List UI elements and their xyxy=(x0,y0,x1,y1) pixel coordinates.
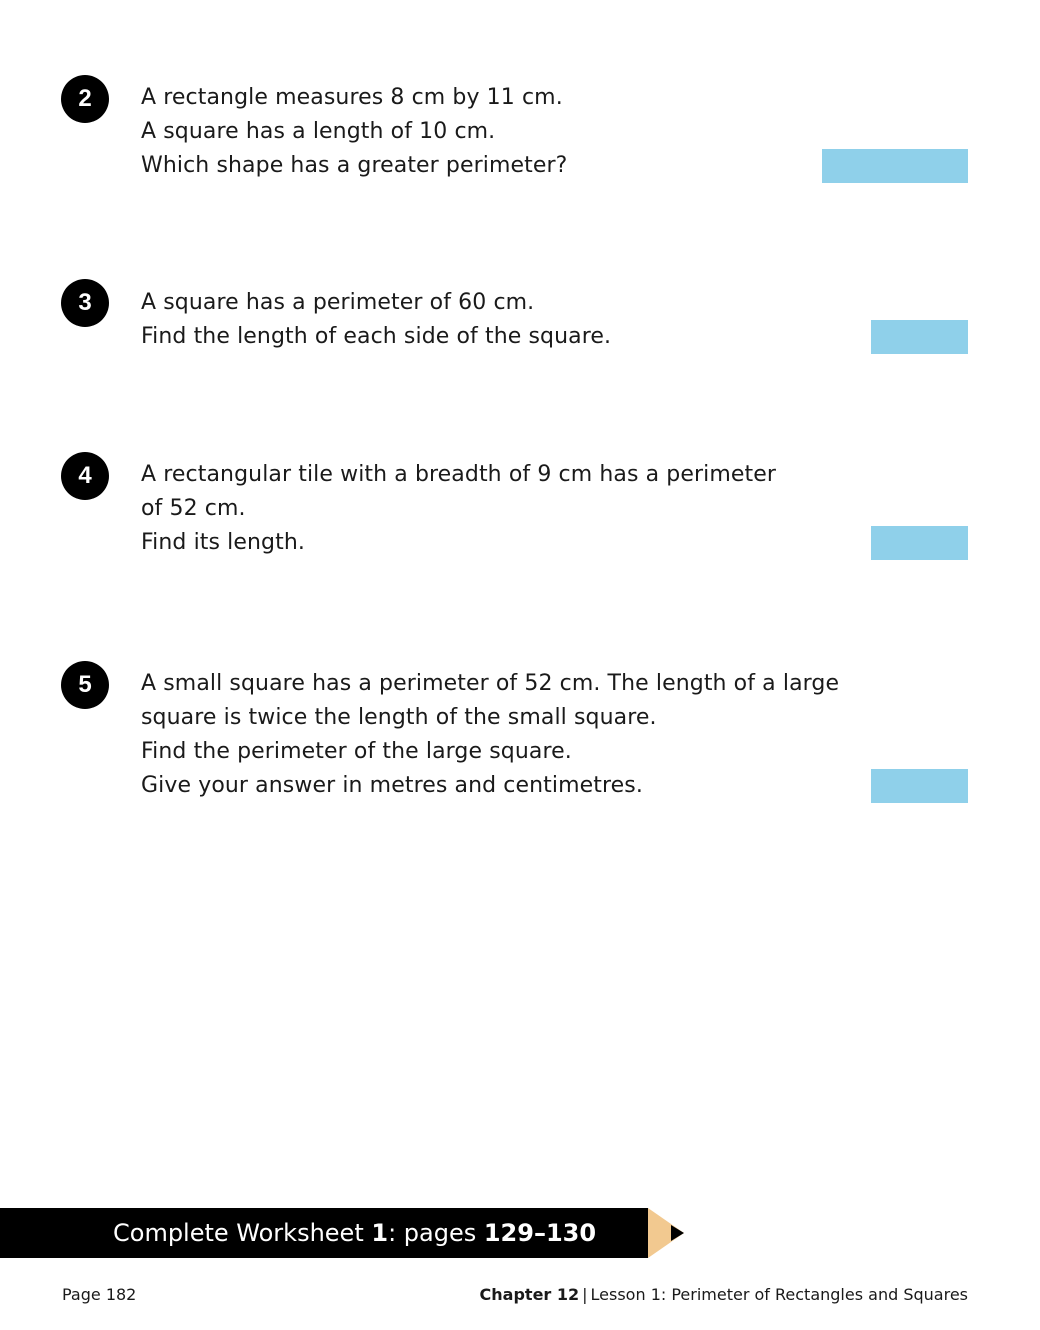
banner-prefix: Complete Worksheet xyxy=(113,1219,372,1247)
question-line: A small square has a perimeter of 52 cm. The length of a large xyxy=(141,671,840,696)
worksheet-banner xyxy=(0,1208,648,1258)
question-line: Find its length. xyxy=(141,530,305,555)
worksheet-banner-text xyxy=(113,1208,596,1258)
question-line: A rectangle measures 8 cm by 11 cm. xyxy=(141,85,563,110)
question-text xyxy=(141,286,861,354)
pencil-lead-icon xyxy=(671,1225,684,1241)
lesson-label: Lesson 1: Perimeter of Rectangles and Squares xyxy=(590,1285,968,1304)
banner-worksheet-number: 1 xyxy=(371,1219,389,1247)
separator: | xyxy=(582,1285,588,1304)
question-line: A rectangular tile with a breadth of 9 cm has a perimeter xyxy=(141,462,777,487)
banner-middle: : pages xyxy=(388,1219,484,1247)
question-number-badge: 2 xyxy=(61,75,109,123)
answer-box[interactable] xyxy=(822,149,968,183)
answer-box[interactable] xyxy=(871,526,968,560)
question-line: square is twice the length of the small square. xyxy=(141,705,657,730)
question-line: Which shape has a greater perimeter? xyxy=(141,153,568,178)
question-text xyxy=(141,458,861,560)
question-line: of 52 cm. xyxy=(141,496,246,521)
page-number: Page 182 xyxy=(62,1285,137,1304)
question-number-badge: 5 xyxy=(61,661,109,709)
banner-pages: 129–130 xyxy=(483,1219,597,1247)
question-number-badge: 4 xyxy=(61,452,109,500)
question-line: Give your answer in metres and centimetres. xyxy=(141,773,643,798)
question-text xyxy=(141,667,861,803)
chapter-lesson-info xyxy=(480,1285,968,1304)
answer-box[interactable] xyxy=(871,320,968,354)
question-line: Find the length of each side of the square. xyxy=(141,324,612,349)
chapter-label: Chapter 12 xyxy=(479,1285,580,1304)
question-line: A square has a length of 10 cm. xyxy=(141,119,496,144)
question-line: Find the perimeter of the large square. xyxy=(141,739,572,764)
question-line: A square has a perimeter of 60 cm. xyxy=(141,290,535,315)
question-number-badge: 3 xyxy=(61,279,109,327)
question-text xyxy=(141,81,861,183)
answer-box[interactable] xyxy=(871,769,968,803)
